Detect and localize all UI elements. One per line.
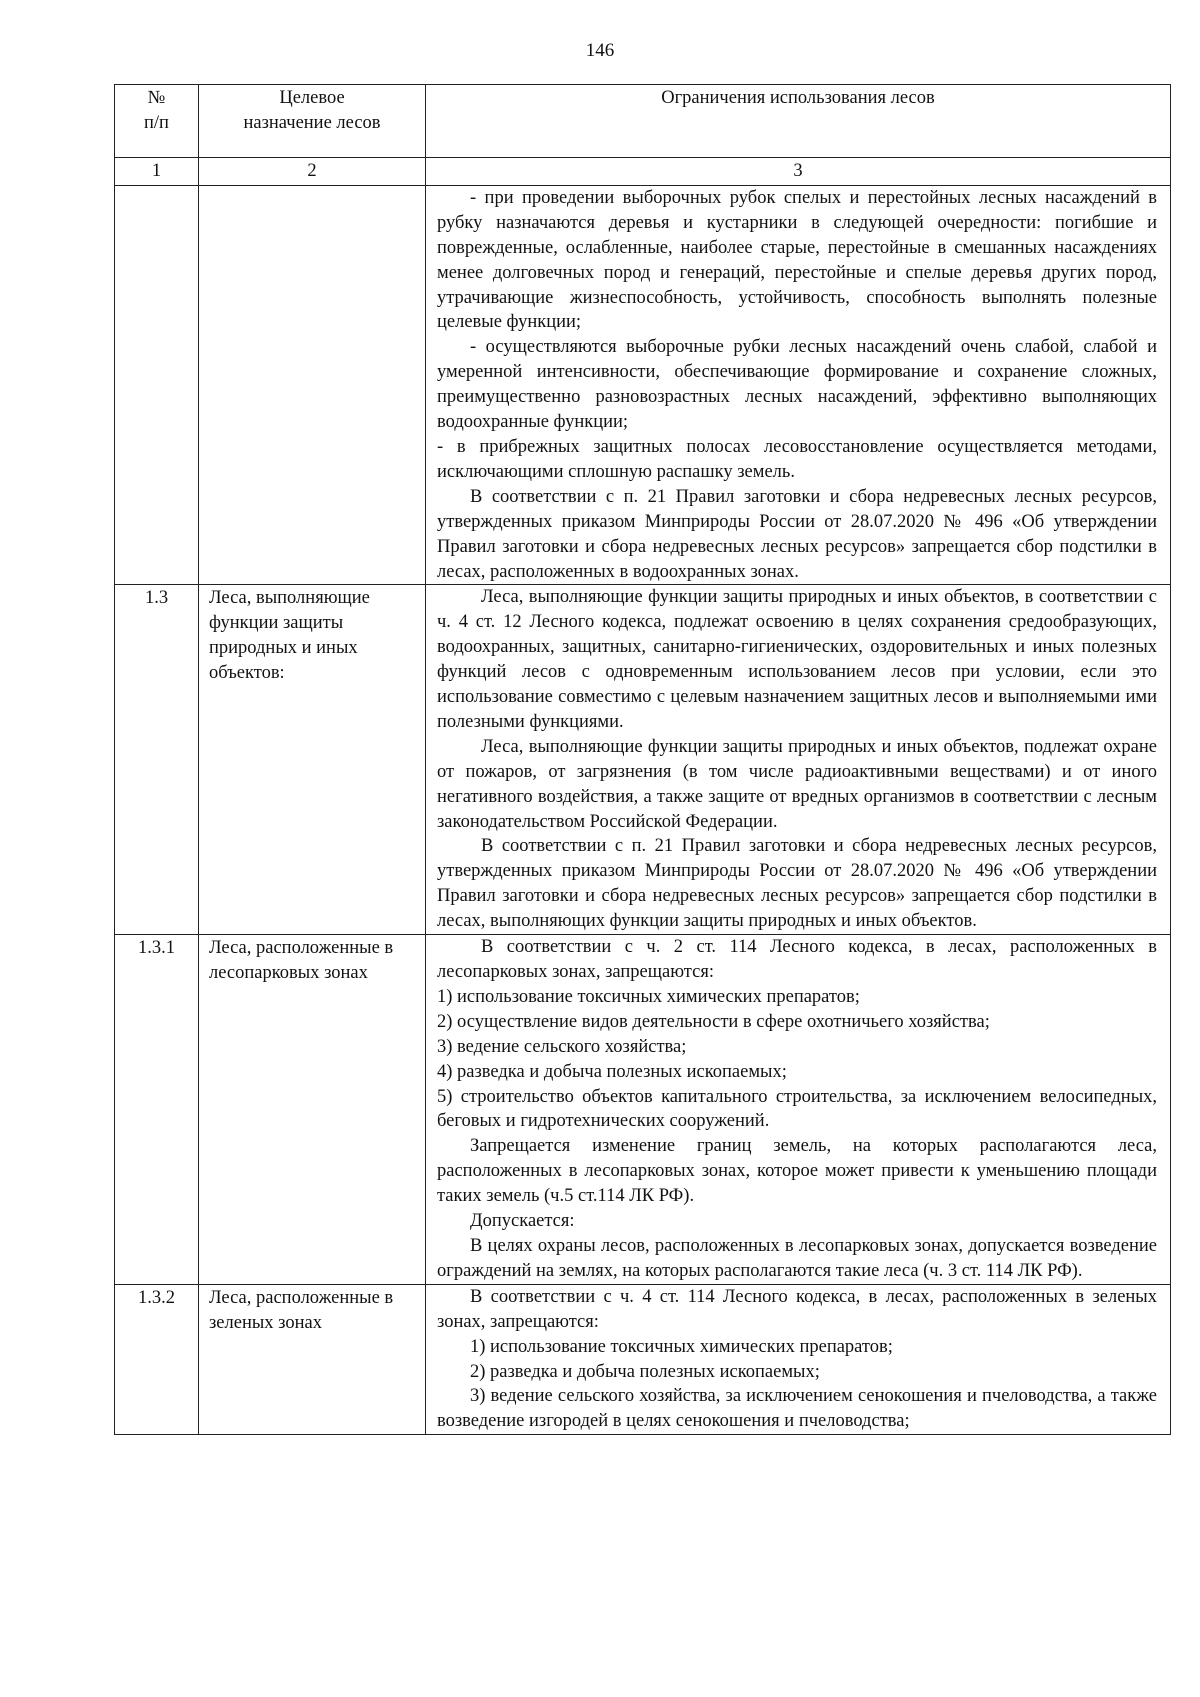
restriction-paragraph: Леса, выполняющие функции защиты природных и иных объектов, подлежат охране от пожаров, от загрязнения (в том числе радиоактивными веществами) и от иного негативного воздействия, а также защите от вредных организмов в соответствии с лесным законодательством Российской Федерации. xyxy=(437,736,1157,832)
restriction-paragraph: - осуществляются выборочные рубки лесных насаждений очень слабой, слабой и умеренной интенсивности, обеспечивающие формирование и сохранение сложных, преимущественно разновозрастных лесных насаждений, эффективно выполняющих водоохранные функции; xyxy=(437,337,1157,433)
table-header-row xyxy=(115,85,1171,158)
row-purpose xyxy=(199,185,426,585)
header-col-restrictions: Ограничения использования лесов xyxy=(426,85,1171,158)
restriction-paragraph: - при проведении выборочных рубок спелых и перестойных лесных насаждений в рубку назначаются деревья и кустарники в следующей очередности: погибшие и поврежденные, ослабленные, наиболее старые, перестойные в смешанных насаждениях менее долговечных пород и генераций, перестойные и спелые деревья других пород, утрачивающие жизнеспособность, устойчивость, способность выполнять полезные целевые функции; xyxy=(437,187,1157,333)
forest-restrictions-table xyxy=(114,84,1171,1435)
restriction-item: 2) осуществление видов деятельности в сфере охотничьего хозяйства; xyxy=(437,1011,990,1032)
restriction-intro: В соответствии с ч. 2 ст. 114 Лесного кодекса, в лесах, расположенных в лесопарковых зонах, запрещаются: xyxy=(437,937,1157,982)
restriction-item: 1) использование токсичных химических препаратов; xyxy=(437,986,860,1007)
restriction-paragraph: Запрещается изменение границ земель, на которых располагаются леса, расположенных в лесопарковых зонах, которое может привести к уменьшению площади таких земель (ч.5 ст.114 ЛК РФ). xyxy=(437,1136,1157,1207)
row-number xyxy=(115,185,199,585)
row-purpose: Леса, расположенные в зеленых зонах xyxy=(199,1284,426,1434)
restriction-item: 5) строительство объектов капитального строительства, за исключением велосипедных, беговых и гидротехнических сооружений. xyxy=(437,1086,1157,1132)
restriction-paragraph: - в прибрежных защитных полосах лесовосстановление осуществляется методами, исключающими сплошную распашку земель. xyxy=(437,436,1157,482)
row-number: 1.3.1 xyxy=(115,935,199,1285)
table-row xyxy=(115,185,1171,585)
restriction-paragraph: Леса, выполняющие функции защиты природных и иных объектов, в соответствии с ч. 4 ст. 12 Лесного кодекса, подлежат освоению в целях сохранения средообразующих, водоохранных, защитных, санитарно-гигиенических, оздоровительных и иных полезных функций лесов с одновременным использованием лесов при условии, если это использование совместимо с целевым назначением защитных лесов и выполняемыми ими полезными функциями. xyxy=(437,587,1157,732)
restriction-item: 4) разведка и добыча полезных ископаемых; xyxy=(437,1061,787,1082)
column-number-row xyxy=(115,158,1171,186)
row-restrictions xyxy=(426,185,1171,585)
table-row xyxy=(115,935,1171,1285)
table-row xyxy=(115,585,1171,935)
row-number: 1.3.2 xyxy=(115,1284,199,1434)
page-number: 146 xyxy=(585,40,615,61)
column-number-1: 1 xyxy=(115,158,199,186)
restriction-paragraph: Допускается: xyxy=(470,1211,575,1232)
row-purpose: Леса, выполняющие функции защиты природных и иных объектов: xyxy=(199,585,426,935)
header-number-label: п/п xyxy=(144,112,169,133)
restriction-paragraph: В соответствии с п. 21 Правил заготовки и сбора недревесных лесных ресурсов, утвержденных приказом Минприроды России от 28.07.2020 № 496 «Об утверждении Правил заготовки и сбора недревесных лесных ресурсов» запрещается сбор подстилки в лесах, расположенных в водоохранных зонах. xyxy=(437,486,1157,582)
row-number: 1.3 xyxy=(115,585,199,935)
restriction-paragraph: В целях охраны лесов, расположенных в лесопарковых зонах, допускается возведение ограждений на землях, на которых располагаются такие леса (ч. 3 ст. 114 ЛК РФ). xyxy=(437,1235,1157,1281)
row-purpose: Леса, расположенные в лесопарковых зонах xyxy=(199,935,426,1285)
row-restrictions xyxy=(426,585,1171,935)
restriction-item: 2) разведка и добыча полезных ископаемых; xyxy=(470,1361,820,1382)
restriction-item: 3) ведение сельского хозяйства, за исключением сенокошения и пчеловодства, а также возведение изгородей в целях сенокошения и пчеловодства; xyxy=(437,1386,1157,1432)
restriction-intro: В соответствии с ч. 4 ст. 114 Лесного кодекса, в лесах, расположенных в зеленых зонах, запрещаются: xyxy=(437,1286,1157,1332)
restriction-item: 1) использование токсичных химических препаратов; xyxy=(470,1336,893,1357)
header-col-purpose xyxy=(199,85,426,158)
column-number-3: 3 xyxy=(426,158,1171,186)
column-number-2: 2 xyxy=(199,158,426,186)
header-purpose-line2: назначение лесов xyxy=(243,112,381,133)
restriction-item: 3) ведение сельского хозяйства; xyxy=(437,1036,687,1057)
restriction-paragraph: В соответствии с п. 21 Правил заготовки и сбора недревесных лесных ресурсов, утвержденных приказом Минприроды России от 28.07.2020 № 496 «Об утверждении Правил заготовки и сбора недревесных лесных ресурсов» запрещается сбор подстилки в лесах, выполняющих функции защиты природных и иных объектов. xyxy=(437,836,1157,932)
row-restrictions xyxy=(426,1284,1171,1434)
table-row xyxy=(115,1284,1171,1434)
header-col-number xyxy=(115,85,199,158)
row-restrictions xyxy=(426,935,1171,1285)
header-number-sign: № xyxy=(147,88,166,108)
header-purpose-line1: Целевое xyxy=(279,88,345,108)
